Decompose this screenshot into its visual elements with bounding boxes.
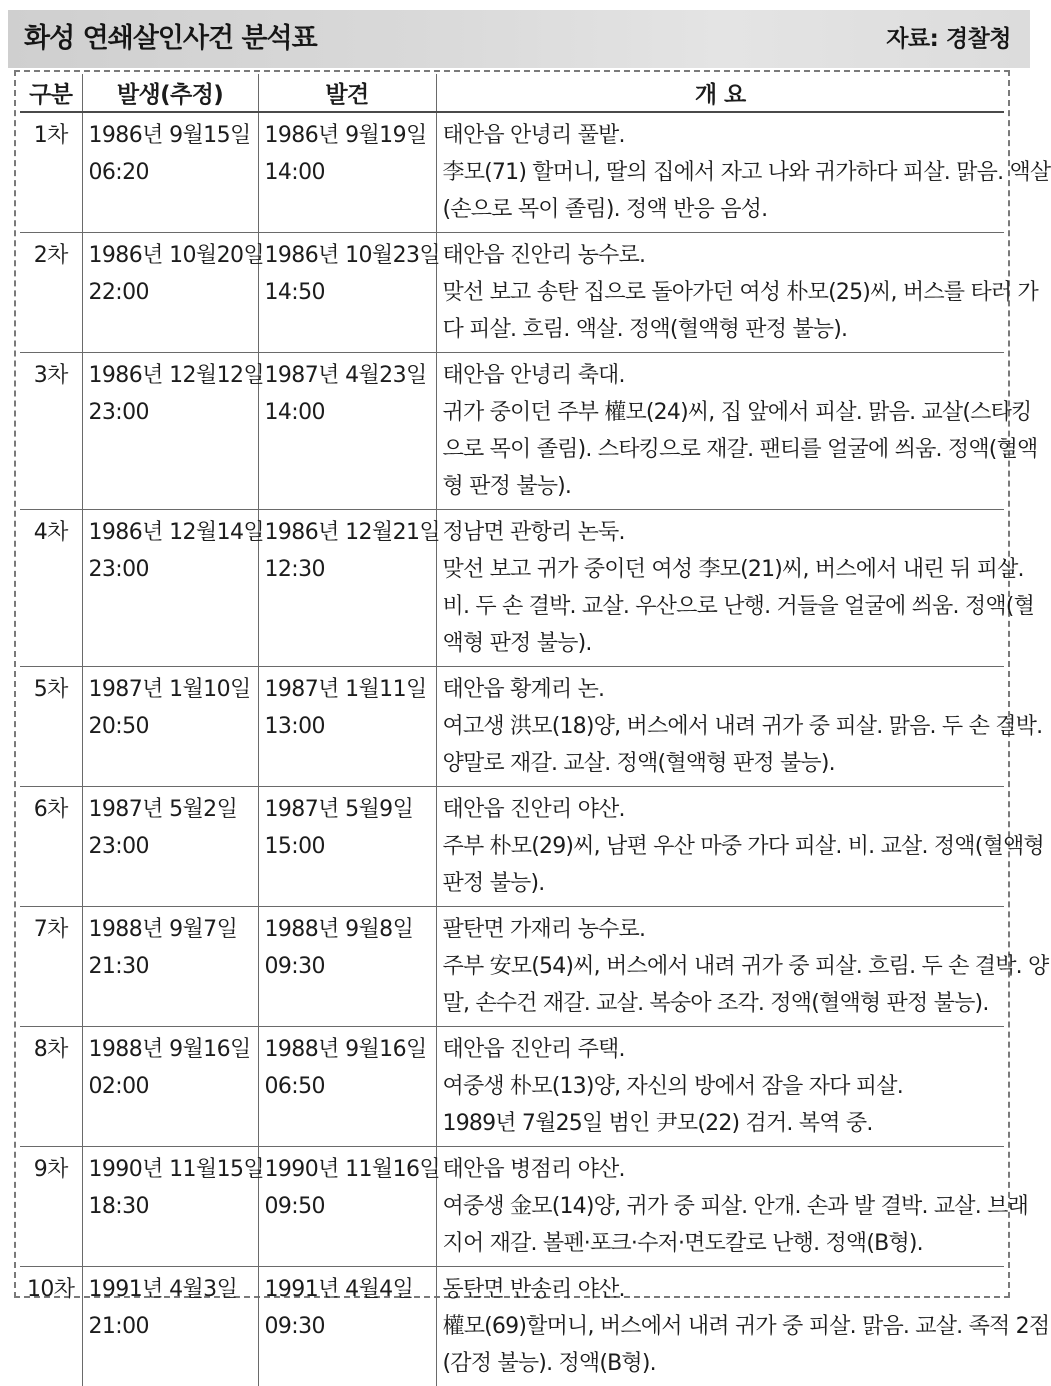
table-row (20, 1147, 1004, 1267)
summary-line: 정남면 관항리 논둑. (443, 514, 999, 551)
summary-cell (436, 907, 1004, 1027)
summary-line: 태안읍 진안리 농수로. (443, 237, 999, 274)
table-row (20, 907, 1004, 1027)
found-time: 12:30 (265, 551, 430, 588)
found-date: 1991년 4월4일 (265, 1271, 430, 1308)
summary-cell (436, 233, 1004, 353)
summary-line: (감정 불능). 정액(B형). (443, 1345, 999, 1382)
summary-line: 맞선 보고 귀가 중이던 여성 李모(21)씨, 버스에서 내린 뒤 피살. (443, 551, 999, 588)
case-number-cell: 8차 (20, 1027, 82, 1147)
found-cell (258, 1027, 436, 1147)
found-date: 1990년 11월16일 (265, 1151, 430, 1188)
occurred-cell (82, 667, 258, 787)
summary-line: 지어 재갈. 볼펜·포크·수저·면도칼로 난행. 정액(B형). (443, 1225, 999, 1262)
found-time: 09:30 (265, 948, 430, 985)
found-cell (258, 112, 436, 233)
summary-line: 태안읍 병점리 야산. (443, 1151, 999, 1188)
summary-line: 태안읍 진안리 야산. (443, 791, 999, 828)
table-row (20, 1027, 1004, 1147)
case-number-cell: 7차 (20, 907, 82, 1027)
case-number-cell: 2차 (20, 233, 82, 353)
case-number-cell: 6차 (20, 787, 82, 907)
found-time: 09:50 (265, 1188, 430, 1225)
summary-line: 여중생 金모(14)양, 귀가 중 피살. 안개. 손과 발 결박. 교살. 브래 (443, 1188, 999, 1225)
summary-cell (436, 667, 1004, 787)
occurred-time: 23:00 (89, 828, 252, 865)
occurred-date: 1987년 1월10일 (89, 671, 252, 708)
occurred-time: 23:00 (89, 551, 252, 588)
summary-cell (436, 787, 1004, 907)
found-date: 1987년 5월9일 (265, 791, 430, 828)
case-number-cell: 5차 (20, 667, 82, 787)
occurred-time: 21:00 (89, 1308, 252, 1345)
summary-line: 형 판정 불능). (443, 468, 999, 505)
occurred-cell (82, 233, 258, 353)
found-cell (258, 907, 436, 1027)
table-row (20, 787, 1004, 907)
table-row (20, 233, 1004, 353)
summary-line: 으로 목이 졸림). 스타킹으로 재갈. 팬티를 얼굴에 씌움. 정액(혈액 (443, 431, 999, 468)
summary-line: 태안읍 황계리 논. (443, 671, 999, 708)
found-cell (258, 1147, 436, 1267)
occurred-cell (82, 112, 258, 233)
found-time: 15:00 (265, 828, 430, 865)
case-number-cell: 10차 (20, 1267, 82, 1386)
case-number-cell: 9차 (20, 1147, 82, 1267)
found-time: 14:00 (265, 154, 430, 191)
case-number-cell: 1차 (20, 112, 82, 233)
case-number-cell: 3차 (20, 353, 82, 510)
found-time: 14:00 (265, 394, 430, 431)
occurred-cell (82, 1147, 258, 1267)
column-header-occurred: 발생(추정) (82, 74, 258, 112)
summary-cell (436, 1147, 1004, 1267)
found-date: 1987년 1월11일 (265, 671, 430, 708)
case-summary-table (20, 74, 1004, 1386)
document-title: 화성 연쇄살인사건 분석표 (24, 16, 317, 55)
occurred-cell (82, 510, 258, 667)
occurred-date: 1987년 5월2일 (89, 791, 252, 828)
occurred-date: 1986년 12월12일 (89, 357, 252, 394)
summary-line: 태안읍 안녕리 축대. (443, 357, 999, 394)
found-date: 1988년 9월8일 (265, 911, 430, 948)
occurred-date: 1988년 9월7일 (89, 911, 252, 948)
summary-line: (손으로 목이 졸림). 정액 반응 음성. (443, 191, 999, 228)
column-header-gubun: 구분 (20, 74, 82, 112)
table-row (20, 667, 1004, 787)
column-header-summary: 개 요 (436, 74, 1004, 112)
summary-line: 액형 판정 불능). (443, 625, 999, 662)
occurred-date: 1990년 11월15일 (89, 1151, 252, 1188)
occurred-cell (82, 1027, 258, 1147)
summary-line: 비. 두 손 결박. 교살. 우산으로 난행. 거들을 얼굴에 씌움. 정액(혈 (443, 588, 999, 625)
occurred-time: 22:00 (89, 274, 252, 311)
summary-cell (436, 112, 1004, 233)
found-date: 1986년 10월23일 (265, 237, 430, 274)
occurred-time: 23:00 (89, 394, 252, 431)
summary-cell (436, 1267, 1004, 1386)
found-date: 1986년 9월19일 (265, 117, 430, 154)
occurred-date: 1988년 9월16일 (89, 1031, 252, 1068)
summary-line: 다 피살. 흐림. 액살. 정액(혈액형 판정 불능). (443, 311, 999, 348)
summary-line: 여고생 洪모(18)양, 버스에서 내려 귀가 중 피살. 맑음. 두 손 결박. (443, 708, 999, 745)
occurred-time: 18:30 (89, 1188, 252, 1225)
occurred-date: 1986년 10월20일 (89, 237, 252, 274)
found-cell (258, 787, 436, 907)
occurred-time: 20:50 (89, 708, 252, 745)
table-row (20, 353, 1004, 510)
occurred-time: 02:00 (89, 1068, 252, 1105)
summary-line: 팔탄면 가재리 농수로. (443, 911, 999, 948)
found-time: 13:00 (265, 708, 430, 745)
occurred-date: 1986년 12월14일 (89, 514, 252, 551)
summary-line: 귀가 중이던 주부 權모(24)씨, 집 앞에서 피살. 맑음. 교살(스타킹 (443, 394, 999, 431)
summary-line: 맞선 보고 송탄 집으로 돌아가던 여성 朴모(25)씨, 버스를 타러 가 (443, 274, 999, 311)
occurred-time: 06:20 (89, 154, 252, 191)
summary-line: 태안읍 진안리 주택. (443, 1031, 999, 1068)
table-row (20, 112, 1004, 233)
occurred-date: 1986년 9월15일 (89, 117, 252, 154)
occurred-time: 21:30 (89, 948, 252, 985)
occurred-date: 1991년 4월3일 (89, 1271, 252, 1308)
summary-line: 동탄면 반송리 야산. (443, 1271, 999, 1308)
found-cell (258, 1267, 436, 1386)
occurred-cell (82, 353, 258, 510)
summary-cell (436, 510, 1004, 667)
table-row (20, 510, 1004, 667)
found-time: 14:50 (265, 274, 430, 311)
occurred-cell (82, 787, 258, 907)
summary-line: 權모(69)할머니, 버스에서 내려 귀가 중 피살. 맑음. 교살. 족적 2점 (443, 1308, 999, 1345)
summary-line: 말, 손수건 재갈. 교살. 복숭아 조각. 정액(혈액형 판정 불능). (443, 985, 999, 1022)
summary-cell (436, 353, 1004, 510)
summary-line: 태안읍 안녕리 풀밭. (443, 117, 999, 154)
occurred-cell (82, 1267, 258, 1386)
found-time: 06:50 (265, 1068, 430, 1105)
summary-line: 양말로 재갈. 교살. 정액(혈액형 판정 불능). (443, 745, 999, 782)
table-row (20, 1267, 1004, 1386)
summary-line: 주부 朴모(29)씨, 남편 우산 마중 가다 피살. 비. 교살. 정액(혈액형 (443, 828, 999, 865)
found-cell (258, 667, 436, 787)
source-credit: 자료: 경찰청 (886, 20, 1011, 53)
occurred-cell (82, 907, 258, 1027)
summary-line: 李모(71) 할머니, 딸의 집에서 자고 나와 귀가하다 피살. 맑음. 액살 (443, 154, 999, 191)
summary-line: 여중생 朴모(13)양, 자신의 방에서 잠을 자다 피살. (443, 1068, 999, 1105)
summary-line: 주부 安모(54)씨, 버스에서 내려 귀가 중 피살. 흐림. 두 손 결박. 양 (443, 948, 999, 985)
found-time: 09:30 (265, 1308, 430, 1345)
summary-line: 판정 불능). (443, 865, 999, 902)
found-cell (258, 510, 436, 667)
found-cell (258, 353, 436, 510)
column-header-found: 발견 (258, 74, 436, 112)
found-cell (258, 233, 436, 353)
found-date: 1987년 4월23일 (265, 357, 430, 394)
summary-line: 1989년 7월25일 범인 尹모(22) 검거. 복역 중. (443, 1105, 999, 1142)
table-body (20, 112, 1004, 1386)
found-date: 1986년 12월21일 (265, 514, 430, 551)
found-date: 1988년 9월16일 (265, 1031, 430, 1068)
summary-cell (436, 1027, 1004, 1147)
table-header-row (20, 74, 1004, 112)
case-number-cell: 4차 (20, 510, 82, 667)
